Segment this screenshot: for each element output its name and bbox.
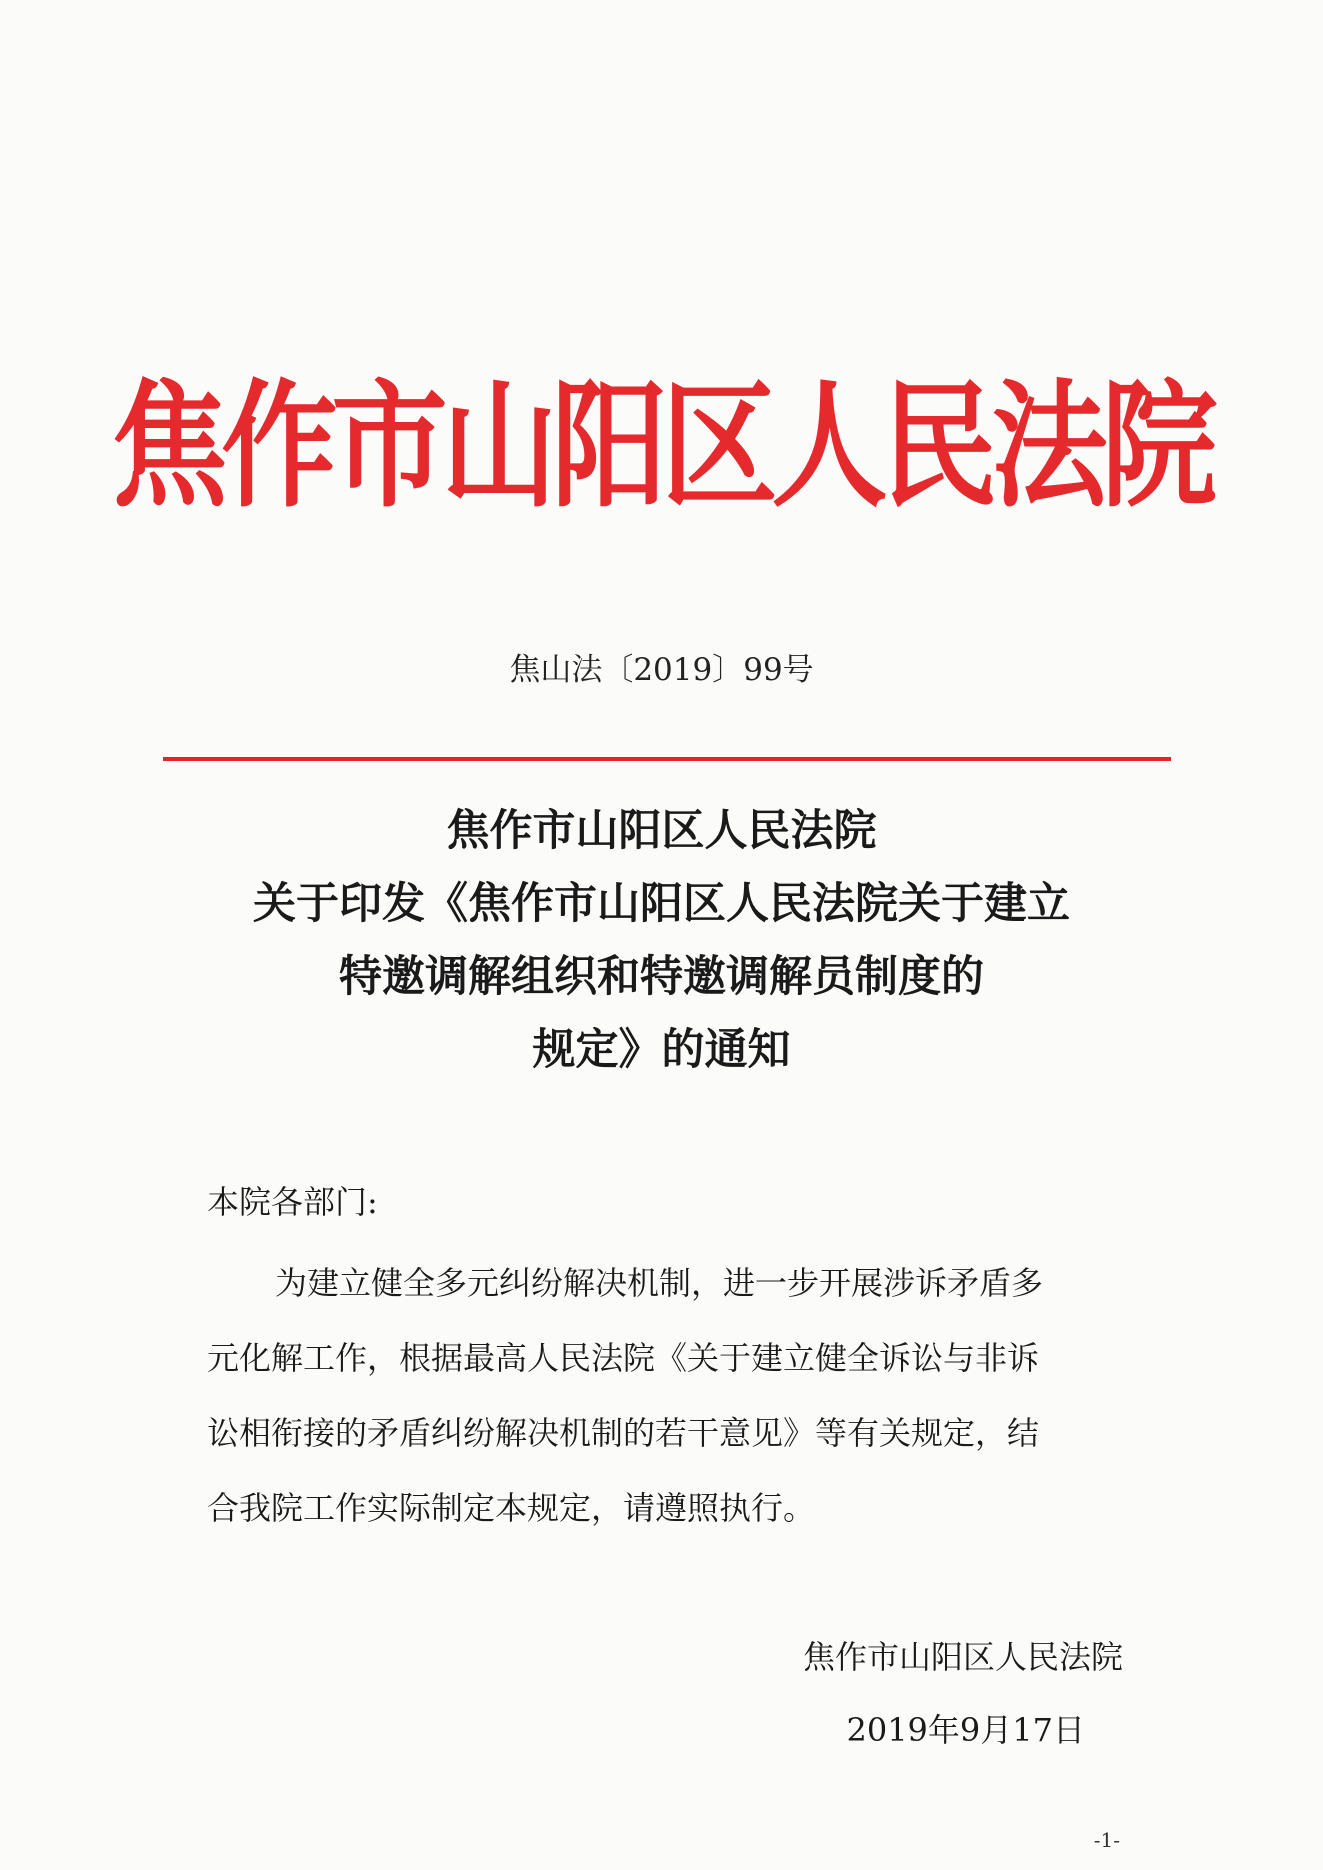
issue-date: 2019年9月17日: [846, 1711, 1085, 1749]
issuer-red-title: 焦作市山阳区人民法院: [111, 367, 1212, 527]
page-number: -1-: [1093, 1828, 1120, 1852]
notice-title: [180, 795, 1143, 1087]
red-divider-line: [163, 757, 1171, 761]
notice-title-line: 规定》的通知: [532, 1025, 791, 1075]
body-line: 元化解工作，根据最高人民法院《关于建立健全诉讼与非诉: [207, 1339, 1040, 1377]
body-line: 讼相衔接的矛盾纠纷解决机制的若干意见》等有关规定，结: [207, 1414, 1040, 1452]
body-line: 合我院工作实际制定本规定，请遵照执行。: [207, 1489, 816, 1527]
notice-title-line: 关于印发《焦作市山阳区人民法院关于建立: [253, 879, 1070, 929]
signer-name: 焦作市山阳区人民法院: [802, 1638, 1123, 1676]
body-paragraph: [207, 1246, 1119, 1546]
notice-title-line: 特邀调解组织和特邀调解员制度的: [339, 952, 984, 1002]
notice-title-line: 焦作市山阳区人民法院: [446, 806, 877, 856]
document-number: 焦山法〔2019〕99号: [509, 652, 814, 688]
body-line: 为建立健全多元纠纷解决机制，进一步开展涉诉矛盾多: [275, 1264, 1044, 1302]
salutation: 本院各部门:: [207, 1183, 378, 1221]
